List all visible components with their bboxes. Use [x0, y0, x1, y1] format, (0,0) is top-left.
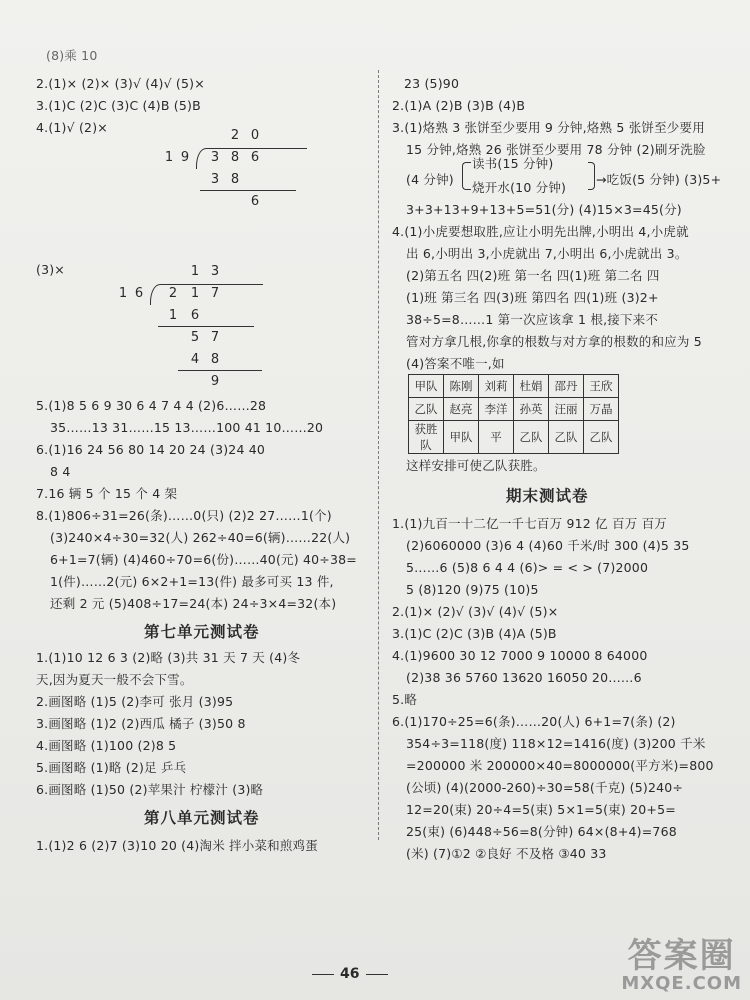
branch-top: 读书(15 分钟) [472, 156, 554, 171]
table-cell: 刘莉 [479, 375, 514, 398]
answer-line: (3)× [36, 262, 65, 277]
answer-line: 还剩 2 元 (5)408÷17=24(本) 24÷3×4=32(本) [50, 596, 337, 611]
subtract-digit: 3 [210, 172, 220, 187]
brace-shape [462, 162, 471, 190]
division-line [158, 326, 254, 327]
answer-line: 天,因为夏天一般不会下雪。 [36, 672, 193, 687]
answer-line: 3.(1)C (2)C (3)C (4)B (5)B [36, 98, 201, 113]
answer-line: 5.画图略 (1)略 (2)足 乒乓 [36, 760, 187, 775]
answer-line: 出 6,小明出 3,小虎就出 7,小明出 6,小虎就出 3。 [406, 246, 688, 261]
answer-line: 23 (5)90 [404, 76, 460, 91]
quotient-digit: 3 [210, 264, 220, 279]
subtract-digit: 8 [210, 352, 220, 367]
division-line [178, 370, 262, 371]
long-division-1 [156, 126, 306, 216]
quotient-digit: 2 [230, 128, 240, 143]
answer-line: 2.画图略 (1)5 (2)李可 张月 (3)95 [36, 694, 234, 709]
table-cell: 汪丽 [549, 398, 584, 421]
table-cell: 乙队 [409, 398, 444, 421]
table-row [409, 375, 619, 398]
table-cell: 乙队 [514, 421, 549, 454]
answer-line: (8)乘 10 [46, 48, 98, 63]
answer-line: 6.(1)170÷25=6(条)……20(人) 6+1=7(条) (2) [392, 714, 676, 729]
table-row [409, 421, 619, 454]
answer-line: 25(束) (6)448÷56=8(分钟) 64×(8+4)=768 [406, 824, 677, 839]
answer-line: 12=20(束) 20÷4=5(束) 5×1=5(束) 20+5= [406, 802, 676, 817]
dividend-digit: 1 [190, 286, 200, 301]
table-cell: 平 [479, 421, 514, 454]
section-heading: 第八单元测试卷 [144, 809, 260, 827]
divisor-digit: 1 [164, 150, 174, 165]
table-cell: 乙队 [549, 421, 584, 454]
answer-line: =200000 米 200000×40=8000000(平方米)=800 [406, 758, 714, 773]
answer-line: (米) (7)①2 ②良好 不及格 ③40 33 [406, 846, 607, 861]
answer-line: 38÷5=8……1 第一次应该拿 1 根,接下来不 [406, 312, 659, 327]
division-line [200, 190, 296, 191]
long-division-2 [108, 264, 268, 394]
answer-line: 1(件)……2(元) 6×2+1=13(件) 最多可买 13 件, [50, 574, 334, 589]
table-cell: 孙英 [514, 398, 549, 421]
dividend-digit: 7 [210, 286, 220, 301]
quotient-digit: 1 [190, 264, 200, 279]
answer-line: 6+1=7(辆) (4)460÷70=6(份)……40(元) 40÷38= [50, 552, 357, 567]
middle-digit: 7 [210, 330, 220, 345]
remainder-digit: 9 [210, 374, 220, 389]
answer-line: 5.(1)8 5 6 9 30 6 4 7 4 4 (2)6……28 [36, 398, 267, 413]
answer-line: 8 4 [50, 464, 71, 479]
dividend-digit: 8 [230, 150, 240, 165]
page-dash [366, 974, 388, 975]
answer-line: 这样安排可使乙队获胜。 [406, 458, 546, 473]
answer-line: (2)38 36 5760 13620 16050 20……6 [406, 670, 642, 685]
table-cell: 甲队 [409, 375, 444, 398]
answer-line: 管对方拿几根,你拿的根数与对方拿的根数的和应为 5 [406, 334, 702, 349]
answer-line: 1.(1)10 12 6 3 (2)略 (3)共 31 天 7 天 (4)冬 [36, 650, 301, 665]
column-divider [378, 70, 379, 840]
table-cell: 杜娟 [514, 375, 549, 398]
answer-line: 15 分钟,烙熟 26 张饼至少要用 78 分钟 (2)刷牙洗脸 [406, 142, 706, 157]
table-cell: 赵亮 [444, 398, 479, 421]
answer-line: 6.画图略 (1)50 (2)苹果汁 柠檬汁 (3)略 [36, 782, 264, 797]
match-table [408, 374, 619, 454]
table-cell: 万晶 [584, 398, 619, 421]
answer-line: 3.画图略 (1)2 (2)西瓜 橘子 (3)50 8 [36, 716, 246, 731]
remainder-digit: 6 [250, 194, 260, 209]
answer-line: 3.(1)烙熟 3 张饼至少要用 9 分钟,烙熟 5 张饼至少要用 [392, 120, 705, 135]
table-cell: 乙队 [584, 421, 619, 454]
answer-line: 5……6 (5)8 6 4 4 (6)> = < > (7)2000 [406, 560, 649, 575]
table-cell: 王欣 [584, 375, 619, 398]
answer-line: (2)6060000 (3)6 4 (4)60 千米/时 300 (4)5 35 [406, 538, 690, 553]
section-heading: 第七单元测试卷 [144, 623, 260, 641]
answer-line: 354÷3=118(度) 118×12=1416(度) (3)200 千米 [406, 736, 706, 751]
answer-line: (4)答案不唯一,如 [406, 356, 505, 371]
answer-line: (1)班 第三名 四(3)班 第四名 四(1)班 (3)2+ [406, 290, 659, 305]
answer-line: (公顷) (4)(2000-260)÷30=58(千克) (5)240÷ [406, 780, 684, 795]
middle-digit: 5 [190, 330, 200, 345]
subtract-digit: 1 [168, 308, 178, 323]
branch-after: →吃饭(5 分钟) (3)5+ [596, 172, 722, 187]
answer-line: 35……13 31……15 13……100 41 10……20 [50, 420, 324, 435]
dividend-digit: 2 [168, 286, 178, 301]
answer-line: 4.画图略 (1)100 (2)8 5 [36, 738, 177, 753]
page-dash [312, 974, 334, 975]
answer-line: 2.(1)A (2)B (3)B (4)B [392, 98, 526, 113]
table-cell: 甲队 [444, 421, 479, 454]
divisor-digit: 6 [134, 286, 144, 301]
answer-line: 3.(1)C (2)C (3)B (4)A (5)B [392, 626, 557, 641]
branch-bottom: 烧开水(10 分钟) [472, 180, 567, 195]
watermark-title: 答案圈 [627, 936, 736, 976]
answer-line: 1.(1)2 6 (2)7 (3)10 20 (4)淘米 拌小菜和煎鸡蛋 [36, 838, 318, 853]
answer-line: 2.(1)× (2)√ (3)√ (4)√ (5)× [392, 604, 559, 619]
answer-line: 1.(1)九百一十二亿一千七百万 912 亿 百万 百万 [392, 516, 667, 531]
subtract-digit: 8 [230, 172, 240, 187]
answer-line: 4.(1)小虎要想取胜,应让小明先出牌,小明出 4,小虎就 [392, 224, 689, 239]
answer-line: (4 分钟) [406, 172, 454, 187]
table-cell: 邵丹 [549, 375, 584, 398]
brace-shape [588, 162, 595, 190]
dividend-digit: 3 [210, 150, 220, 165]
section-heading: 期末测试卷 [506, 487, 589, 505]
table-cell: 陈刚 [444, 375, 479, 398]
subtract-digit: 4 [190, 352, 200, 367]
table-row [409, 398, 619, 421]
answer-line: 6.(1)16 24 56 80 14 20 24 (3)24 40 [36, 442, 266, 457]
table-cell: 李洋 [479, 398, 514, 421]
answer-line: 2.(1)× (2)× (3)√ (4)√ (5)× [36, 76, 205, 91]
answer-line: 4.(1)√ (2)× [36, 120, 108, 135]
answer-line: (2)第五名 四(2)班 第一名 四(1)班 第二名 四 [406, 268, 660, 283]
watermark-url: MXQE.COM [621, 973, 742, 994]
answer-line: 7.16 辆 5 个 15 个 4 架 [36, 486, 178, 501]
answer-line: 3+3+13+9+13+5=51(分) (4)15×3=45(分) [406, 202, 682, 217]
table-cell: 获胜队 [409, 421, 444, 454]
answer-line: 8.(1)806÷31=26(条)……0(只) (2)2 27……1(个) [36, 508, 332, 523]
dividend-digit: 6 [250, 150, 260, 165]
divisor-digit: 1 [118, 286, 128, 301]
page-number: 46 [340, 966, 360, 982]
divisor-digit: 9 [180, 150, 190, 165]
quotient-digit: 0 [250, 128, 260, 143]
answer-line: 4.(1)9600 30 12 7000 9 10000 8 64000 [392, 648, 648, 663]
answer-line: (3)240×4÷30=32(人) 262÷40=6(辆)……22(人) [50, 530, 351, 545]
answer-line: 5 (8)120 (9)75 (10)5 [406, 582, 539, 597]
site-watermark [621, 928, 742, 994]
subtract-digit: 6 [190, 308, 200, 323]
answer-line: 5.略 [392, 692, 418, 707]
